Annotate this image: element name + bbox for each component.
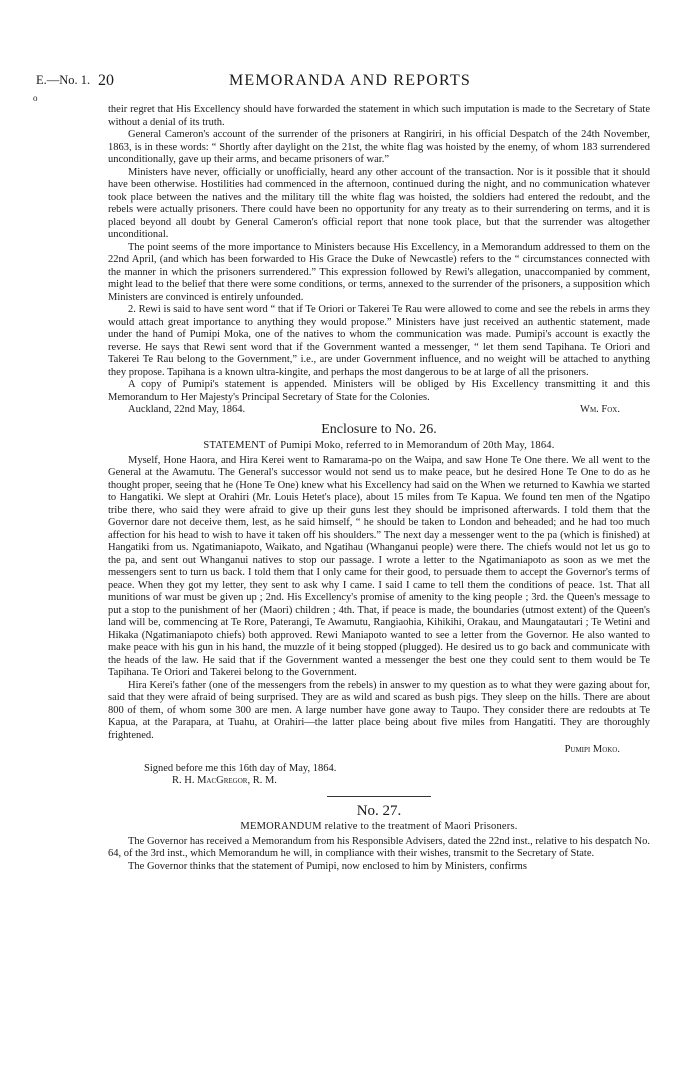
no27-paragraph: The Governor thinks that the statement of Pumipi, now enclosed to him by Ministers, confirms [128,860,527,872]
enclosure-paragraph: Myself, Hone Haora, and Hira Kerei went to Ramarama-po on the Waipa, and saw Hone Te One there. We all went to the General at the Awamutu. The General's successor would not send us to make peace, but he desired Hone Te One to do as he thought proper, seeing that he (Hone Te One) knew what his Excellency had said on the When we returned to Kawhia we started to Hangatiki. We slept at Orahiri (Mr. Louis Hetet's place), about 15 miles from Te Kapua. We found ten men of the Ngatipo tribe there, who said they were afraid to give up their guns lest they should be imprisoned afterwards. I told them that the Governor dare not deceive them, lest, as he said himself, “ he should be taken to London and beheaded; and he had too much affection for his head to wish to have it taken off his shoulders.” The next day a messenger went to the pa (which is finished) at Hangatiki from us. Ngatimaniapoto, Waikato, and Ngatihau (Whanganui people) were there. The chiefs would not let us go to the pa, and sent out Whanganui natives to stop our passage. I wrote a letter to the Ngatimaniapoto as soon as we met the messengers sent to turn us back. I told them that I only came for their good, to persuade them to accept the Governor's terms of peace. When they got my letter, they sent to ask why I came. I said I came to tell them the conditions of peace. 1st. That all munitions of war must be given up ; 2nd. His Excellency's promise of amenity to the king people ; 3rd. the Queen's message to put a stop to the punishment of her (Maori) children ; 4th. That, if peace is made, the boundaries (utmost extent) of the Queen's land will be, commencing at Te Rore, Paterangi, Te Awamutu, Rangiaohia, Kihikihi, Orakau, and Maungatautari ; Te Wetini and Hikaka (Ngatimaniapoto chiefs) both approved. Rewi Maniapoto wanted to see a letter from the Governor. He also wanted to make peace with his gun in his hand, the muzzle of it being stopped (plugged). He desired us to go back and communicate with the heads of the law. He said that if the Government wanted a messenger the best one they could sent to them would be Te Tapihana. Te Oriori and Takerei belong to the Government. [108,454,650,678]
enclosure-heading: Enclosure to No. 26. [321,421,437,437]
signed-before-line: Signed before me this 16th day of May, 1864. [144,762,337,774]
page-number: 20 [98,72,114,89]
memo-place-date: Auckland, 22nd May, 1864. [128,404,246,415]
text-column [108,104,650,873]
witness-name: R. H. MacGregor, R. M. [172,775,277,786]
memo-signoff [108,404,650,417]
no27-section [108,802,650,874]
enclosure-section [108,421,650,788]
enclosure-signature: Pumipi Moko. [564,744,620,755]
memo-signature: Wm. Fox. [580,404,620,415]
page-header [0,72,700,103]
memo-paragraph: The point seems of the more importance to Ministers because His Excellency, in a Memorandum addressed to them on the 22nd April, (and which has been forwarded to His Grace the Duke of Newcastle) refers to the “ circumstances connected with the manner in which the prisoners surrendered.” This expression followed by Rewi's allegation, unaccompanied by comment, might lead to the belief that there were some conditions, or terms, annexed to the surrender of the prisoners, a supposition which Ministers are convinced is entirely unfounded. [108,241,650,303]
running-title: MEMORANDA AND REPORTS [228,72,472,89]
no27-paragraph: The Governor has received a Memorandum from his Responsible Advisers, dated the 22nd inst., relative to his despatch No. 64, of the 3rd inst., which Memorandum he will, in compliance with their wishes, transmit to the Secretary of State. [108,835,650,859]
enclosure-subheading: STATEMENT of Pumipi Moko, referred to in Memorandum of 20th May, 1864. [203,440,555,451]
memo-paragraph: Ministers have never, officially or unofficially, heard any other account of the transaction. Nor is it possible that it should have been otherwise. Hostilities had commenced in the afternoon, continued during the night, and no communication whatever took place between the natives and the military till the white flag was hoisted, the soldiers had entered the redoubt, and the rebels were actually prisoners. There could have been no opportunity for any treaty as to their surrendering on terms, and it is placed beyond all doubt by General Cameron's official report that none took place, but that the surrender was altogether unconditional. [108,166,650,240]
parliamentary-paper-ref: E.—No. 1. [36,73,91,87]
no27-heading: No. 27. [356,802,402,819]
memo-paragraph: their regret that His Excellency should have forwarded the statement in which such imputation is made to the Secretary of State without a denial of its truth. [108,104,650,128]
section-divider [327,796,431,797]
no27-subheading: MEMORANDUM relative to the treatment of Maori Prisoners. [240,821,518,832]
memo-paragraph: A copy of Pumipi's statement is appended. Ministers will be obliged by His Excellency transmitting it and this Memorandum to Her Majesty's Principal Secretary of State for the Colonies. [108,379,650,403]
enclosure-paragraph: Hira Kerei's father (one of the messengers from the rebels) in answer to my question as to what they were gazing about for, said that they were afraid of being surprised. They are as wild and scared as bush pigs. They sleep on the hills. There are about 800 of them, of whom some 300 are men. A large number have gone away to Taupo. They consider there are redoubts at Te Kapua, at the Parapara, at Tuahu, at Orahiri—the latter place being about five miles from Hangatiti. They are thoroughly frightened. [108,679,650,741]
margin-mark: o [33,93,38,103]
memo-paragraph: General Cameron's account of the surrender of the prisoners at Rangiriri, in his official Despatch of the 24th November, 1863, is in these words: “ Shortly after daylight on the 21st, the white flag was hoisted by the enemy, of whom 183 surrendered unconditionally, gave up their arms, and became prisoners of war.” [108,129,650,165]
memorandum-section [108,104,650,417]
memo-paragraph: 2. Rewi is said to have sent word “ that if Te Oriori or Takerei Te Rau were allowed to come and see the rebels in arms they would attach great importance to anything they would propose.” Ministers have just received an authentic statement, made under the hand of Pumipi Moka, one of the natives to whom the communication was made. Pumipi's account is exactly the reverse. He says that Rewi sent word that if the Government wanted a messenger, “ let them send Tapihana. Te Oriori and Takerei Te Rau belong to the Government,” i.e., are under Government influence, and no weight will be attached to anything they propose. Tapihana is a known ultra-kingite, and perhaps the most dangerous to be at large of all the prisoners. [108,304,650,378]
